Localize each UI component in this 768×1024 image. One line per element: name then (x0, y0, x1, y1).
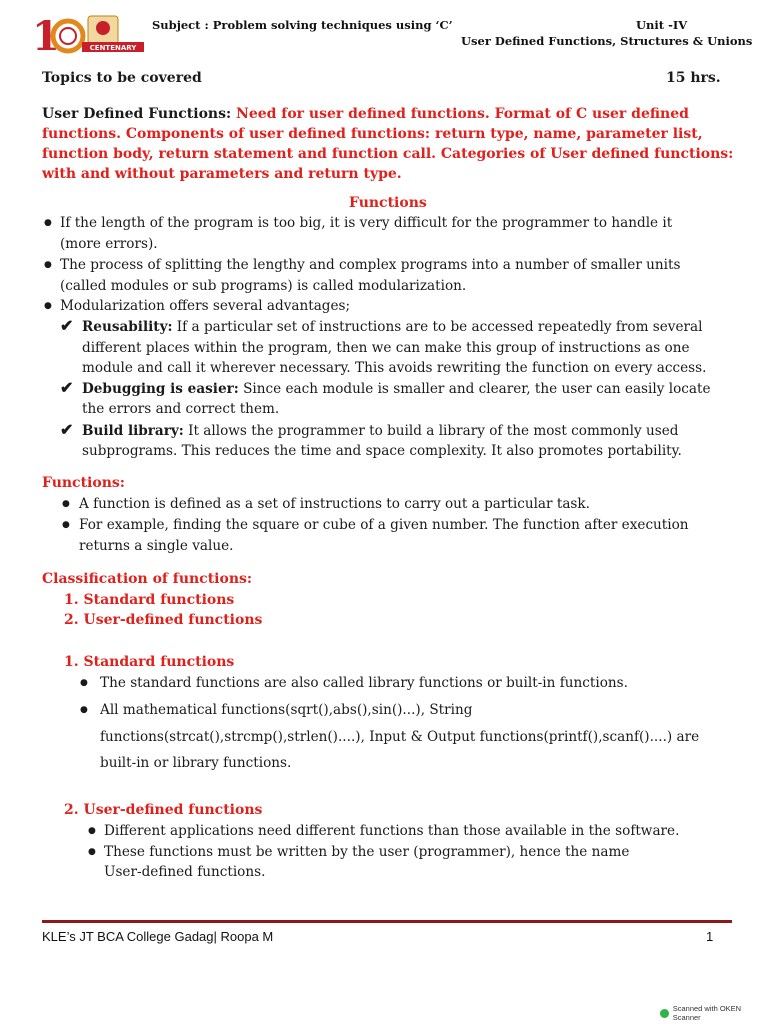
adv2-line1 (82, 379, 711, 400)
udf-line1: Need for user defined functions. Format of C user defined (231, 106, 689, 122)
userdefined-bullet2-line2: User-defined functions. (104, 864, 266, 880)
functions-heading: Functions (349, 195, 427, 211)
bullet-icon: ● (88, 826, 96, 836)
functions2-bullet1: A function is defined as a set of instructions to carry out a particular task. (79, 496, 590, 512)
unit-title: User Defined Functions, Structures & Unions (461, 34, 753, 48)
functions2-heading: Functions: (42, 475, 125, 491)
scanner-logo-icon (660, 1009, 669, 1018)
unit-number: Unit -IV (636, 18, 688, 32)
adv1-line2: different places within the program, then we can make this group of instructions as one (82, 340, 690, 356)
bullet-icon: ● (44, 260, 52, 270)
bullet-icon: ● (62, 520, 70, 530)
adv3-text: It allows the programmer to build a library of the most commonly used (183, 423, 679, 439)
page-number: 1 (706, 929, 714, 944)
functions2-bullet2-line2: returns a single value. (79, 538, 234, 554)
udf-line4: with and without parameters and return type. (42, 166, 402, 182)
bullet1-line2: (more errors). (60, 236, 158, 252)
classification-item1: 1. Standard functions (64, 592, 235, 608)
bullet-icon: ● (80, 678, 88, 688)
udf-line2: functions. Components of user defined functions: return type, name, parameter list, (42, 126, 703, 142)
adv3-bold: Build library: (82, 423, 184, 439)
bullet2-line1: The process of splitting the lengthy and complex programs into a number of smaller units (60, 257, 681, 273)
checkmark-icon: ✔ (60, 378, 74, 397)
bullet-icon: ● (80, 705, 88, 715)
adv2-bold: Debugging is easier: (82, 381, 239, 397)
adv1-bold: Reusability: (82, 319, 173, 335)
standard-bullet2-line3: built-in or library functions. (100, 755, 292, 771)
classification-heading: Classification of functions: (42, 571, 253, 587)
college-logo (30, 8, 148, 60)
userdefined-heading: 2. User-defined functions (64, 802, 263, 818)
subject-title: Subject : Problem solving techniques using ‘C’ (152, 18, 453, 32)
standard-bullet2-line2: functions(strcat(),strcmp(),strlen()....), Input & Output functions(printf(),scanf()....) are (100, 729, 700, 745)
bullet3-line1: Modularization offers several advantages; (60, 298, 351, 314)
adv1-line3: module and call it wherever necessary. This avoids rewriting the function on every access. (82, 360, 707, 376)
userdefined-bullet1: Different applications need different functions than those available in the software. (104, 823, 680, 839)
udf-intro-line1 (42, 104, 689, 125)
adv1-line1 (82, 317, 702, 338)
adv3-line2: subprograms. This reduces the time and space complexity. It also promotes portability. (82, 443, 682, 459)
svg-text:1: 1 (32, 13, 60, 60)
adv3-line1 (82, 421, 679, 442)
bullet-icon: ● (44, 218, 52, 228)
adv2-line2: the errors and correct them. (82, 401, 280, 417)
topics-label: Topics to be covered (42, 70, 202, 86)
udf-line3: function body, return statement and function call. Categories of User defined functions: (42, 146, 734, 162)
standard-bullet1: The standard functions are also called library functions or built-in functions. (100, 675, 628, 691)
bullet-icon: ● (62, 499, 70, 509)
checkmark-icon: ✔ (60, 316, 74, 335)
footer-left: KLE’s JT BCA College Gadag| Roopa M (42, 929, 274, 944)
checkmark-icon: ✔ (60, 420, 74, 439)
scanner-watermark (660, 1004, 768, 1022)
scanner-text: Scanned with OKEN Scanner (672, 1004, 742, 1022)
functions2-bullet2-line1: For example, finding the square or cube of a given number. The function after execution (79, 517, 689, 533)
footer-rule (42, 920, 732, 923)
udf-lead: User Defined Functions: (42, 106, 232, 122)
adv1-text: If a particular set of instructions are to be accessed repeatedly from several (172, 319, 703, 335)
userdefined-bullet2-line1: These functions must be written by the user (programmer), hence the name (104, 844, 630, 860)
bullet-icon: ● (88, 847, 96, 857)
adv2-text: Since each module is smaller and clearer, the user can easily locate (238, 381, 711, 397)
bullet1-line1: If the length of the program is too big, it is very difficult for the programmer to handle it (60, 215, 673, 231)
svg-text:CENTENARY: CENTENARY (89, 44, 137, 52)
bullet-icon: ● (44, 301, 52, 311)
bullet2-line2: (called modules or sub programs) is called modularization. (60, 278, 467, 294)
standard-bullet2-line1: All mathematical functions(sqrt(),abs(),sin()...), String (100, 702, 473, 718)
topics-hours: 15 hrs. (666, 70, 721, 86)
classification-item2: 2. User-defined functions (64, 612, 263, 628)
standard-heading: 1. Standard functions (64, 654, 235, 670)
